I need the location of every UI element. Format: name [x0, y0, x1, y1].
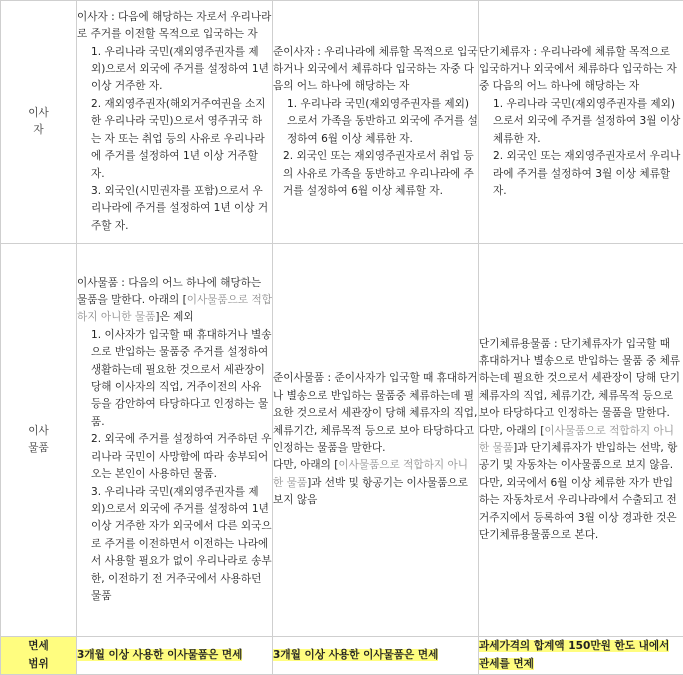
mover-definition-item: 1. 우리나라 국민(재외영주권자를 제외)으로서 외국에 주거를 설정하여 1년 이상 거주한 자.: [77, 44, 272, 96]
short-stay-intro: 단기체류자 : 우리나라에 체류할 목적으로 입국하거나 외국에서 체류하다 입국하는 자중 다음의 어느 하나에 해당하는 자: [479, 44, 683, 96]
moving-goods-cell: [77, 244, 273, 637]
moving-goods-item: 3. 우리나라 국민(재외영주권자를 제외)으로서 외국에 주거를 설정하여 1년 이상 거주한 자가 외국에서 다른 외국으로 주거를 이전하면서 이전하는 나라에서 사용할 필요가 없이 우리나라로 송부한, 이전하기 전 거주국에서 사용하던 물품: [77, 484, 272, 606]
quasi-goods-note-suffix: ]과 선박 및 항공기는 이사물품으로 보지 않음: [273, 477, 468, 506]
exemption-quasi-cell: [273, 637, 479, 675]
moving-goods-intro-text: 이사물품 : 다음의 어느 하나에 해당하는 물품을 말한다. 아래의 [: [77, 277, 261, 306]
short-stay-item: 2. 외국인 또는 재외영주권자로서 우리나라에 주거를 설정하여 3월 이상 체류할 자.: [479, 148, 683, 200]
short-stay-definition-cell: [479, 1, 683, 244]
mover-definition-intro: 이사자 : 다음에 해당하는 자로서 우리나라로 주거를 이전할 목적으로 입국하는 자: [77, 9, 272, 44]
short-stay-goods-cell: [479, 244, 683, 637]
moving-goods-intro: [77, 275, 272, 327]
goods-label-text: 이사물품: [24, 423, 54, 458]
excluded-goods-ref: 이사물품으로 적합하지 아니한 물품: [273, 459, 468, 488]
quasi-mover-definition-cell: [273, 1, 479, 244]
goods-label: [1, 244, 77, 637]
exemption-label-text: 면세범위: [24, 638, 54, 673]
exemption-quasi-text: 3개월 이상 사용한 이사물품은 면세: [273, 649, 438, 661]
quasi-moving-goods-cell: [273, 244, 479, 637]
mover-definition-item: 3. 외국인(시민권자를 포함)으로서 우리나라에 주거를 설정하여 1년 이상 거주할 자.: [77, 183, 272, 235]
moving-goods-item: 1. 이사자가 입국할 때 휴대하거나 별송으로 반입하는 물품중 주거를 설정하여 생활하는데 필요한 것으로서 세관장이 당해 이사자의 직업, 거주이전의 사유 등을 감안하여 타당하다고 인정하는 물품.: [77, 327, 272, 431]
mover-definition-item: 2. 재외영주권자(해외거주여권을 소지한 우리나라 국민)으로서 영주귀국 하는 자 또는 취업 등의 사유로 우리나라에 주거를 설정하여 1년 이상 거주할 자.: [77, 96, 272, 183]
quasi-goods-note: [273, 457, 478, 509]
exemption-moving-cell: [77, 637, 273, 675]
quasi-mover-intro: 준이사자 : 우리나라에 체류할 목적으로 입국하거나 외국에서 체류하다 입국하는 자중 다음의 어느 하나에 해당하는 자: [273, 44, 478, 96]
short-stay-goods-note: [479, 423, 683, 545]
quasi-mover-item: 1. 우리나라 국민(재외영주권자를 제외)으로서 가족을 동반하고 외국에 주거를 설정하여 6월 이상 체류한 자.: [273, 96, 478, 148]
short-stay-goods-note-suffix: ]과 단기체류자가 반입하는 선박, 항공기 및 자동차는 이사물품으로 보지 않음. 다만, 외국에서 6월 이상 체류한 자가 반입하는 자동차로서 우리나라에서 수출되고 전거주지에서 등록하여 3월 이상 경과한 것은 단기체류용물품으로 본다.: [479, 442, 677, 541]
mover-label: [1, 1, 77, 244]
goods-row: [1, 244, 683, 637]
moving-goods-intro-suffix: ]은 제외: [155, 311, 193, 323]
exemption-moving-text: 3개월 이상 사용한 이사물품은 면세: [77, 649, 242, 661]
exemption-short-stay-text: 과세가격의 합계액 150만원 한도 내에서 관세를 면제: [479, 640, 669, 669]
moving-goods-item: 2. 외국에 주거를 설정하여 거주하던 우리나라 국민이 사망함에 따라 송부되어오는 본인이 사용하던 물품.: [77, 431, 272, 483]
quasi-goods-note-text: 다만, 아래의 [: [273, 459, 338, 471]
short-stay-item: 1. 우리나라 국민(재외영주권자를 제외)으로서 외국에 주거를 설정하여 3월 이상 체류한 자.: [479, 96, 683, 148]
excluded-goods-ref: 이사물품으로 적합하지 아니한 물품: [77, 294, 272, 323]
excluded-goods-ref: 이사물품으로 적합하지 아니한 물품: [479, 425, 674, 454]
mover-row: [1, 1, 683, 244]
short-stay-goods-note-text: 다만, 아래의 [: [479, 425, 544, 437]
quasi-mover-item: 2. 외국인 또는 재외영주권자로서 취업 등의 사유로 가족을 동반하고 우리나라에 주거를 설정하여 6월 이상 체류할 자.: [273, 148, 478, 200]
exemption-row: [1, 637, 683, 675]
mover-label-text: 이사자: [24, 105, 54, 140]
exemption-short-stay-cell: [479, 637, 683, 675]
short-stay-goods-intro: 단기체류용물품 : 단기체류자가 입국할 때 휴대하거나 별송으로 반입하는 물품 중 체류하는데 필요한 것으로서 세관장이 당해 단기체류자의 직업, 체류기간, 체류목적 등으로 보아 타당하다고 인정하는 물품을 말한다.: [479, 336, 683, 423]
quasi-goods-intro: 준이사물품 : 준이사자가 입국할 때 휴대하거나 별송으로 반입하는 물품중 체류하는데 필요한 것으로서 세관장이 당해 체류자의 직업, 체류기간, 체류목적 등으로 보아 타당하다고 인정하는 물품을 말한다.: [273, 370, 478, 457]
mover-definition-cell: [77, 1, 273, 244]
exemption-label: [1, 637, 77, 675]
